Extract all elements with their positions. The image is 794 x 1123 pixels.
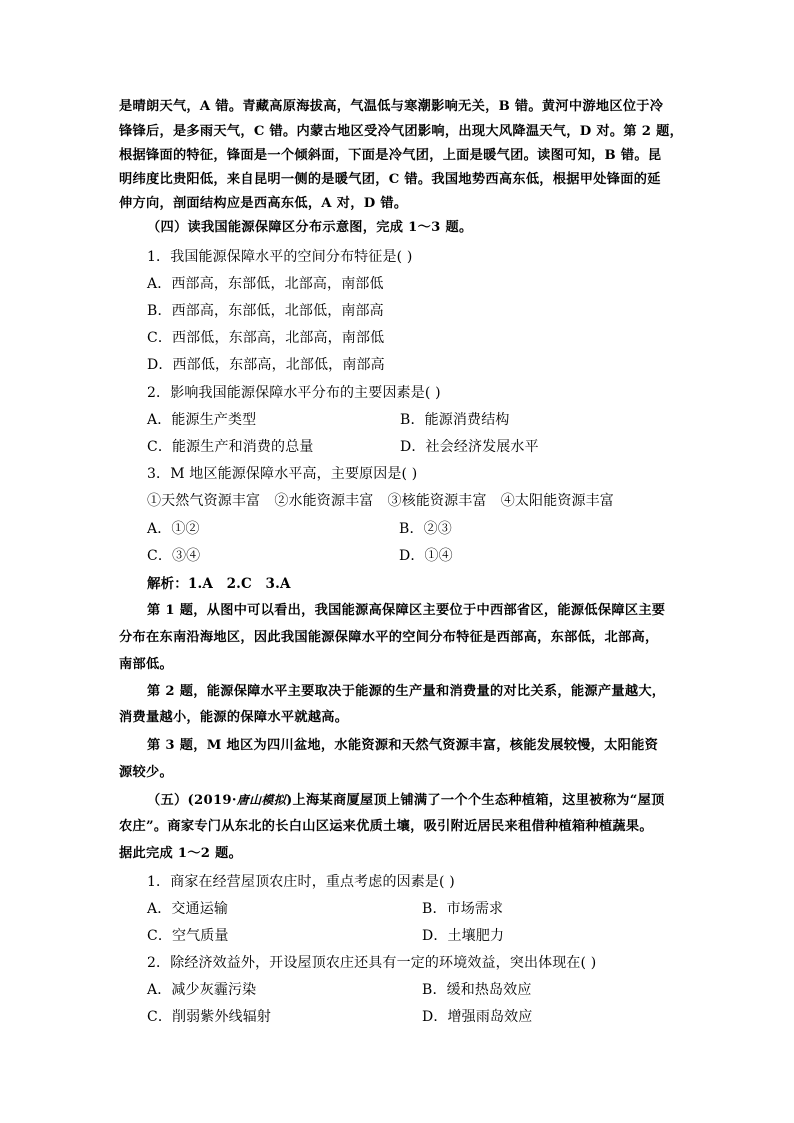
prev-explanation-line-3: 根据锋面的特征，锋面是一个倾斜面，下面是冷气团，上面是暖气团。读图可知，B 错。昆: [119, 148, 662, 163]
s4-q2-option-a: A．能源生产类型: [147, 412, 257, 428]
section4-intro: （四）读我国能源保障区分布示意图，完成 1～3 题。: [147, 220, 473, 235]
s4-exp1-line-1: 第 1 题，从图中可以看出，我国能源高保障区主要位于中西部省区，能源低保障区主要: [147, 603, 666, 618]
s5-q1-option-b: B．市场需求: [422, 901, 504, 917]
section5-intro-line-2: 农庄”。商家专门从东北的长白山区运来优质土壤，吸引附近居民来租借种植箱种植蔬果。: [119, 819, 653, 834]
s5-q2-stem: 2．除经济效益外，开设屋顶农庄还具有一定的环境效益，突出体现在( ): [147, 955, 597, 971]
prev-explanation-line-2: 锋锋后，是多雨天气，C 错。内蒙古地区受冷气团影响，出现大风降温天气，D 对。第 2 题，: [119, 124, 684, 139]
section5-intro-rest: )上海某商厦屋顶上铺满了一个个生态种植箱，这里被称为“屋顶: [286, 793, 665, 808]
s4-exp2-line-1: 第 2 题，能源保障水平主要取决于能源的生产量和消费量的对比关系，能源产量越大，: [147, 684, 666, 699]
s4-q2-option-b: B．能源消费结构: [400, 412, 510, 428]
s4-q1-option-d: D．西部低，东部高，北部低，南部高: [147, 357, 385, 373]
s4-exp2-line-2: 消费量越小，能源的保障水平就越高。: [119, 710, 349, 725]
s5-q1-option-d: D．土壤肥力: [422, 928, 505, 944]
s4-exp3-line-1: 第 3 题，M 地区为四川盆地，水能资源和天然气资源丰富，核能发展较慢，太阳能资: [147, 738, 659, 753]
s4-q1-option-b: B．西部高，东部低，北部低，南部高: [147, 303, 384, 319]
s4-q2-stem: 2．影响我国能源保障水平分布的主要因素是( ): [147, 385, 441, 401]
s5-q2-option-c: C．削弱紫外线辐射: [147, 1009, 272, 1025]
s4-q3-option-d: D．①④: [399, 548, 453, 564]
prev-explanation-line-5: 伸方向，剖面结构应是西高东低，A 对，D 错。: [119, 196, 408, 211]
section5-source: 唐山模拟: [236, 793, 286, 807]
s5-q2-option-a: A．减少灰霾污染: [147, 982, 257, 998]
s4-q2-option-c: C．能源生产和消费的总量: [147, 439, 314, 455]
section5-intro: [147, 790, 665, 811]
section5-intro-line-3: 据此完成 1～2 题。: [119, 846, 243, 861]
section5-intro-prefix: （五）(2019·: [147, 793, 237, 808]
s5-q1-option-a: A．交通运输: [147, 901, 229, 917]
s4-q3-option-c: C．③④: [147, 548, 201, 564]
s4-q3-stem: 3．M 地区能源保障水平高，主要原因是( ): [147, 466, 418, 482]
s4-exp1-line-2: 分布在东南沿海地区，因此我国能源保障水平的空间分布特征是西部高，东部低，北部高，: [119, 630, 659, 645]
s5-q1-stem: 1．商家在经营屋顶农庄时，重点考虑的因素是( ): [147, 874, 455, 890]
s5-q1-option-c: C．空气质量: [147, 928, 229, 944]
prev-explanation-line-4: 明纬度比贵阳低，来自昆明一侧的是暖气团，C 错。我国地势西高东低，根据甲处锋面的延: [119, 172, 661, 187]
s5-q2-option-d: D．增强雨岛效应: [422, 1009, 533, 1025]
s4-q1-option-a: A．西部高，东部低，北部高，南部低: [147, 276, 384, 292]
s4-q3-items: ①天然气资源丰富 ②水能资源丰富 ③核能资源丰富 ④太阳能资源丰富: [147, 493, 614, 509]
s4-q3-option-a: A．①②: [147, 521, 200, 537]
s5-q2-option-b: B．缓和热岛效应: [422, 982, 532, 998]
prev-explanation-line-1: 是晴朗天气，A 错。青藏高原海拔高，气温低与寒潮影响无关，B 错。黄河中游地区位于冷: [119, 99, 664, 114]
s4-exp1-line-3: 南部低。: [119, 657, 173, 672]
s4-q1-option-c: C．西部低，东部高，北部高，南部低: [147, 330, 385, 346]
s4-exp3-line-2: 源较少。: [119, 765, 173, 780]
s4-q3-option-b: B．②③: [399, 521, 452, 537]
s4-q2-option-d: D．社会经济发展水平: [400, 439, 539, 455]
s4-answer: 解析：1.A 2.C 3.A: [147, 576, 291, 592]
s4-q1-stem: 1．我国能源保障水平的空间分布特征是( ): [147, 249, 413, 265]
